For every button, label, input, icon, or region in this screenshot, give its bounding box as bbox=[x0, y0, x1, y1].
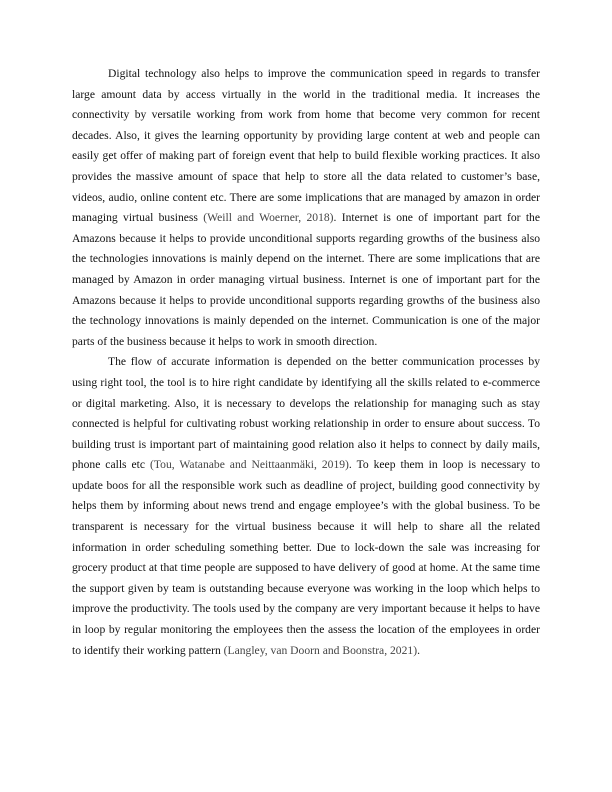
paragraph-digital-technology bbox=[72, 64, 540, 352]
paragraph-text: . Internet is one of important part for the Amazons because it helps to provide unconditional supports regarding growths of the business also the technologies innovations is mainly depend on the internet. There are some implications that are managed by Amazon in order managing virtual business. Internet is one of important part for the Amazons because it helps to provide unconditional supports regarding growths of the business also the technology innovations is mainly depended on the internet. Communication is one of the major parts of the business because it helps to work in smooth direction. bbox=[72, 211, 540, 348]
body-text bbox=[72, 64, 540, 661]
paragraph-information-flow bbox=[72, 352, 540, 661]
paragraph-text: Digital technology also helps to improve the communication speed in regards to transfer large amount data by access virtually in the world in the traditional media. It increases the connectivity by versatile working from work from home that become very common for recent decades. Also, it gives the learning opportunity by providing large content at web and people can easily get offer of making part of foreign event that help to build flexible working practices. It also provides the massive amount of space that help to store all the data related to customer’s base, videos, audio, online content etc. There are some implications that are managed by amazon in order managing virtual business bbox=[72, 67, 540, 225]
citation-weill-woerner: (Weill and Woerner, 2018) bbox=[203, 211, 334, 225]
paragraph-text: . bbox=[417, 643, 420, 657]
citation-tou-watanabe: (Tou, Watanabe and Neittaanmäki, 2019) bbox=[150, 458, 349, 472]
paragraph-text: The flow of accurate information is depended on the better communication processes by using right tool, the tool is to hire right candidate by identifying all the skills related to e-commerce or digital marketing. Also, it is necessary to develops the relationship for managing such as stay connected is helpful for cultivating robust working relationship in order to ensure about success. To building trust is important part of maintaining good relation also it helps to connect by daily mails, phone calls etc bbox=[72, 355, 540, 472]
citation-langley-van-doorn: (Langley, van Doorn and Boonstra, 2021) bbox=[223, 643, 418, 657]
paragraph-text: . To keep them in loop is necessary to update boos for all the responsible work such as deadline of project, building good connectivity by helps them by informing about news trend and engage employee’s with the global business. To be transparent is necessary for the virtual business because it will help to share all the related information in order scheduling something better. Due to lock-down the sale was increasing for grocery product at that time people are supposed to have delivery of good at home. At the same time the support given by team is outstanding because everyone was working in the loop which helps to improve the productivity. The tools used by the company are very important because it helps to have in loop by regular monitoring the employees then the assess the location of the employees in order to identify their working pattern bbox=[72, 458, 540, 657]
